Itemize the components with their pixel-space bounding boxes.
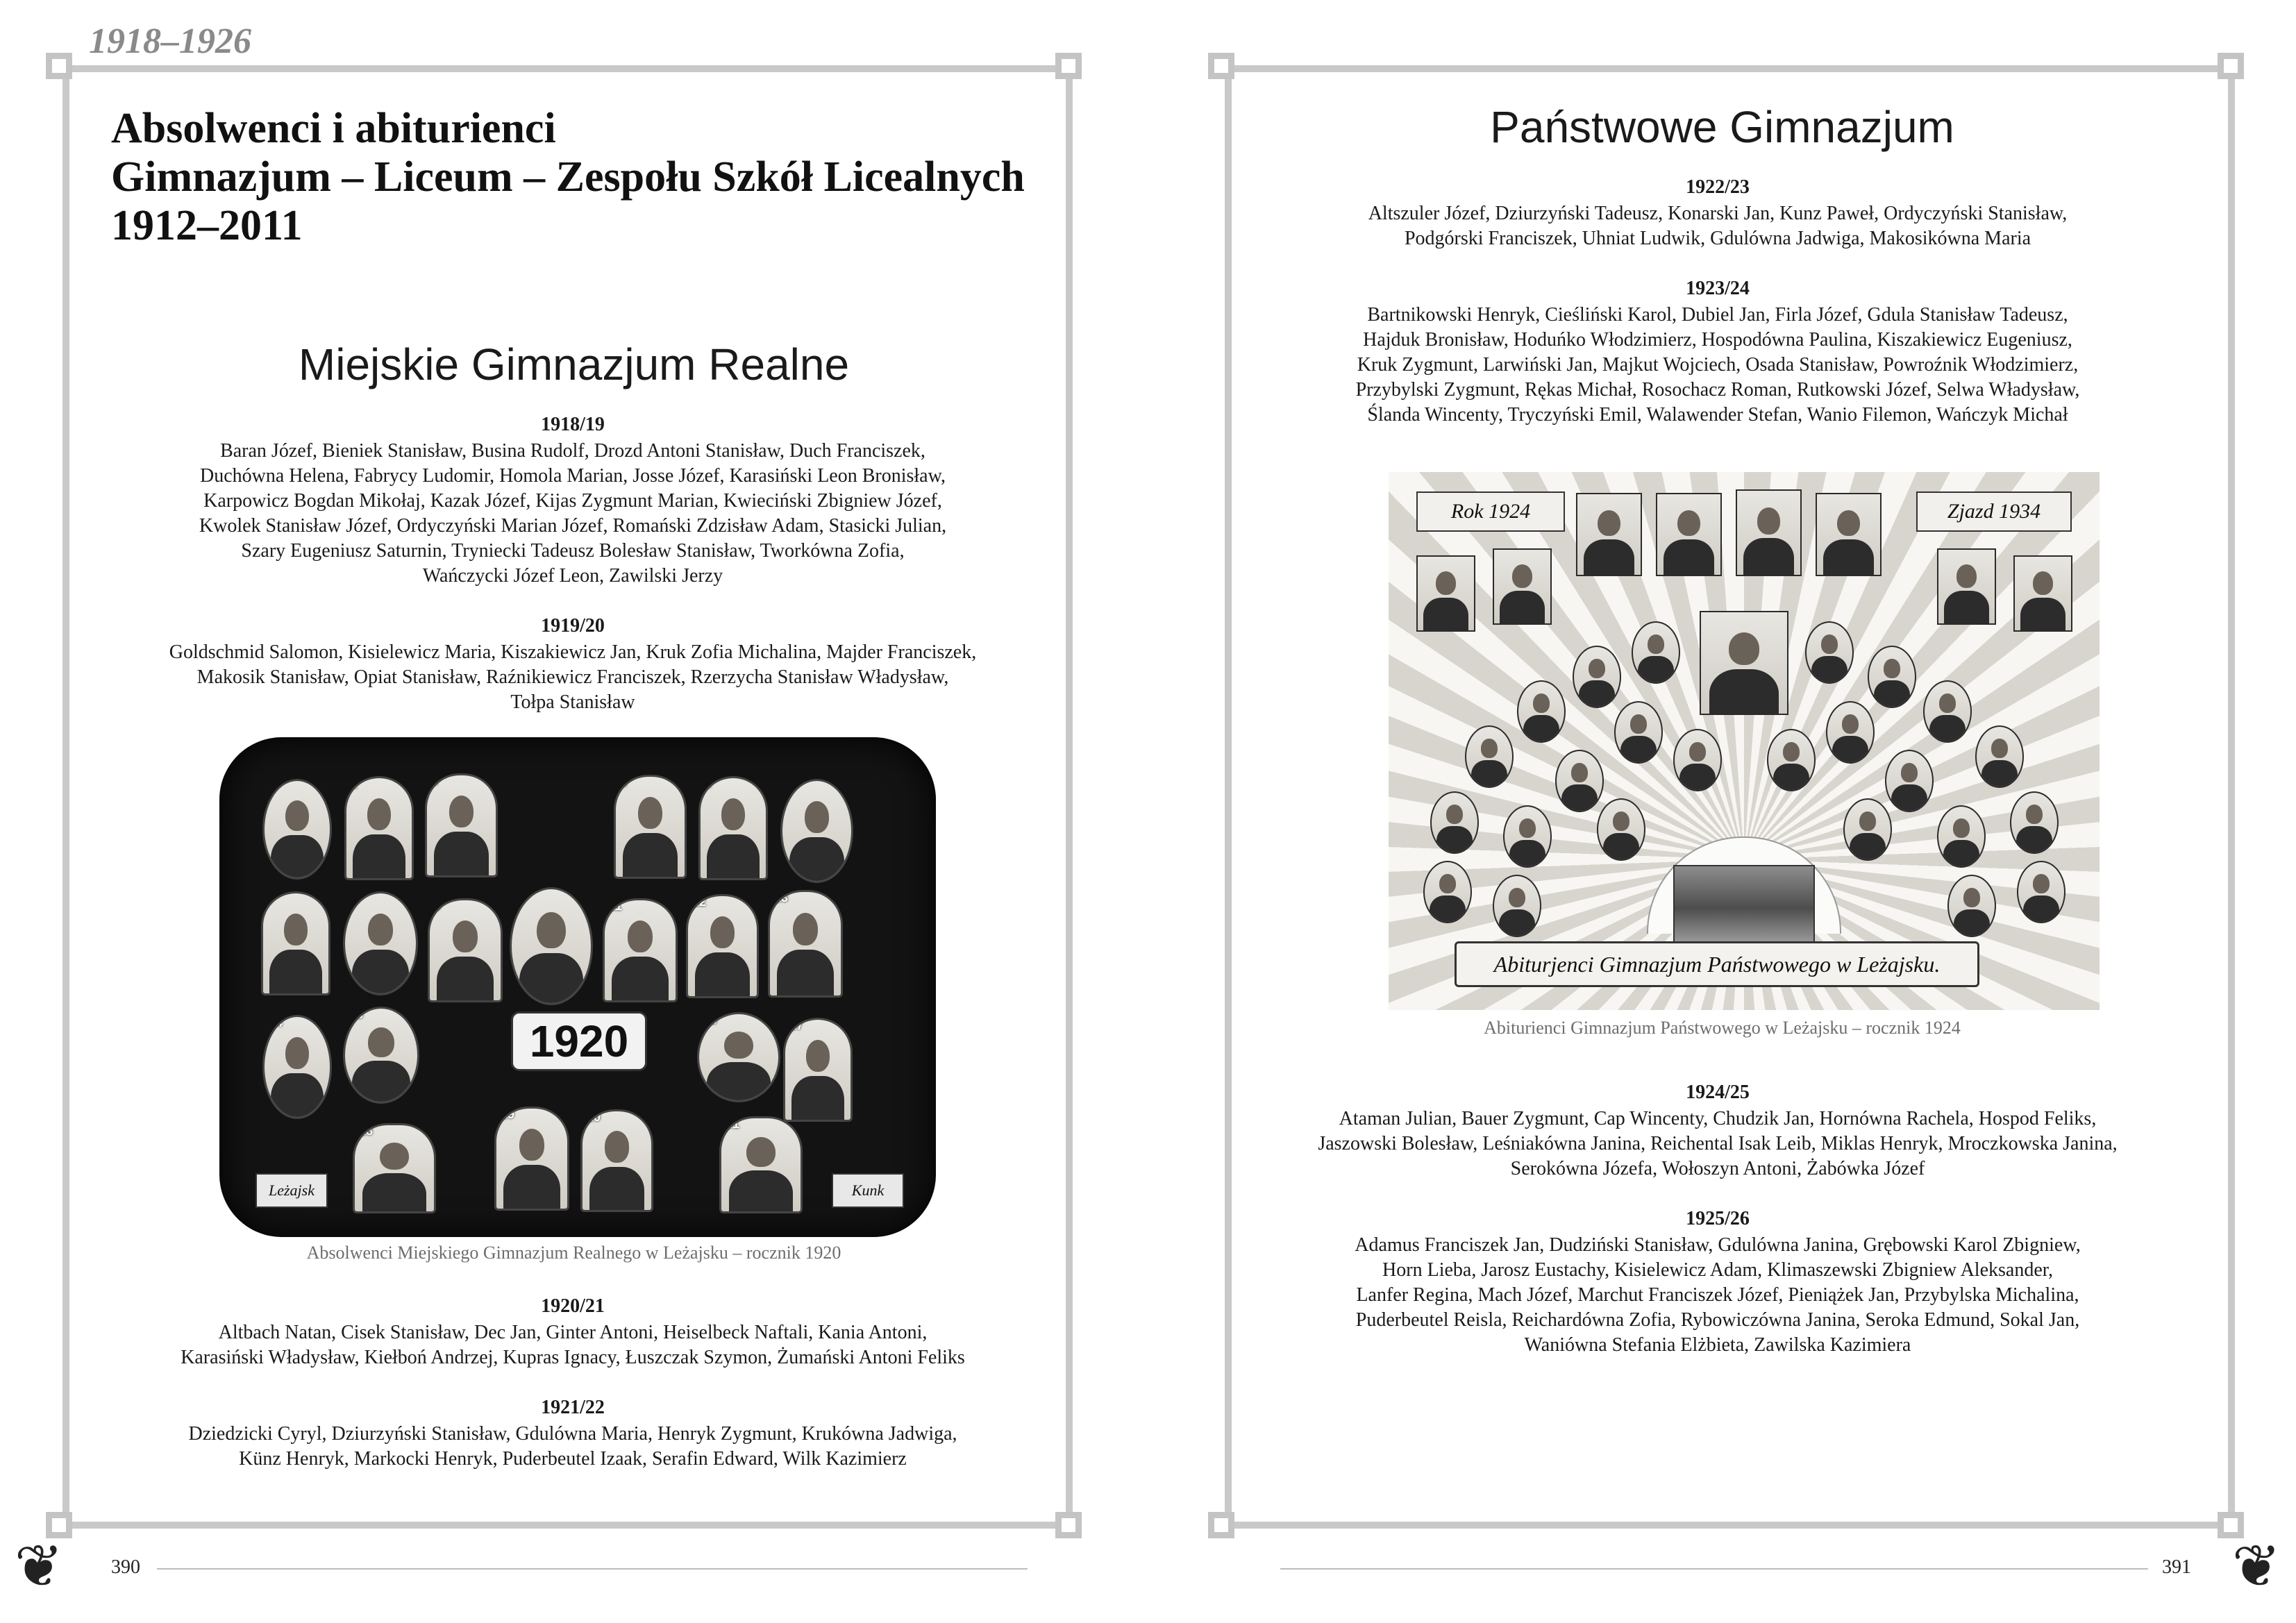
portrait-number: 14 xyxy=(269,1016,283,1029)
student-portrait xyxy=(1923,680,1972,743)
photo-label-reunion: Zjazd 1934 xyxy=(1916,491,2072,532)
student-portrait xyxy=(1430,791,1479,854)
title-line: 1912–2011 xyxy=(111,202,303,249)
student-portrait xyxy=(1885,750,1934,812)
year-block-1919-20 xyxy=(90,614,1055,715)
portrait xyxy=(603,898,678,1002)
portrait-number: 16 xyxy=(703,1013,718,1027)
portrait-number: 19 xyxy=(501,1107,515,1121)
student-portrait xyxy=(1843,798,1892,861)
portrait xyxy=(686,894,759,998)
class-photo-1924 xyxy=(1389,472,2100,1010)
portrait xyxy=(783,1018,853,1122)
frame-corner xyxy=(46,53,72,79)
names-line: Ślanda Wincenty, Tryczyński Emil, Walawender Stefan, Wanio Filemon, Wańczyk Michał xyxy=(1367,404,2068,426)
frame-bottom-line xyxy=(1233,1522,2222,1529)
names-line: Karasiński Władysław, Kiełboń Andrzej, Kupras Ignacy, Łuszczak Szymon, Żumański Antoni Feliks xyxy=(181,1347,965,1368)
names-line: Lanfer Regina, Mach Józef, Marchut Franciszek Józef, Pieniążek Jan, Przybylska Michalina, xyxy=(1356,1284,2079,1306)
year-block-1923-24 xyxy=(1246,276,2190,428)
student-portrait xyxy=(1826,701,1875,764)
page-title xyxy=(111,104,1025,250)
names-list xyxy=(90,1320,1055,1370)
frame-corner xyxy=(1055,1512,1082,1538)
teacher-portrait xyxy=(1816,493,1882,576)
portrait-number: 6 xyxy=(787,780,794,793)
year-heading: 1920/21 xyxy=(541,1295,605,1317)
year-block-1921-22 xyxy=(90,1395,1055,1472)
names-line: Dziedzicki Cyryl, Dziurzyński Stanisław, Gdulówna Maria, Henryk Zygmunt, Krukówna Jadwiga, xyxy=(188,1423,957,1445)
names-list xyxy=(1246,201,2190,251)
student-portrait xyxy=(1805,621,1854,684)
frame-corner xyxy=(2218,53,2244,79)
frame-top-line xyxy=(71,65,1062,72)
names-line: Altbach Natan, Cisek Stanisław, Dec Jan, Ginter Antoni, Heiselbeck Naftali, Kania Antoni, xyxy=(218,1322,928,1343)
portrait-number: 13 xyxy=(774,891,789,905)
frame-right-line xyxy=(2228,69,2235,1520)
class-photo-1920 xyxy=(219,737,936,1237)
teacher-portrait xyxy=(1937,548,1996,625)
names-line: Hajduk Bronisław, Hoduńko Włodzimierz, Hospodówna Paulina, Kiszakiewicz Eugeniusz, xyxy=(1363,329,2072,351)
names-line: Waniówna Stefania Elżbieta, Zawilska Kazimiera xyxy=(1524,1334,1911,1356)
portrait-number: 10 xyxy=(516,888,530,902)
portrait xyxy=(698,776,768,880)
student-portrait xyxy=(1555,750,1604,812)
portrait xyxy=(780,779,853,883)
footer-rule xyxy=(157,1568,1028,1570)
portrait xyxy=(494,1107,569,1211)
portrait-number: 20 xyxy=(587,1110,601,1124)
portrait-number: 17 xyxy=(789,1018,804,1032)
names-line: Karpowicz Bogdan Mikołaj, Kazak Józef, Kijas Zygmunt Marian, Kwieciński Zbigniew Józef, xyxy=(203,490,942,512)
names-line: Goldschmid Salomon, Kisielewicz Maria, Kiszakiewicz Jan, Kruk Zofia Michalina, Majder Franciszek, xyxy=(169,641,977,663)
portrait xyxy=(343,1007,419,1104)
heraldic-emblem-icon: ❦ xyxy=(14,1532,64,1600)
photo-banner: Abiturjenci Gimnazjum Państwowego w Leżajsku. xyxy=(1455,941,1979,987)
portrait xyxy=(262,1015,332,1119)
right-page xyxy=(1148,0,2296,1623)
portrait-number: 1 xyxy=(269,780,276,793)
year-heading: 1919/20 xyxy=(541,615,605,637)
student-portrait xyxy=(1573,646,1621,708)
portrait xyxy=(425,773,498,877)
portrait xyxy=(353,1123,436,1213)
year-block-1925-26 xyxy=(1246,1206,2190,1358)
names-line: Kruk Zygmunt, Larwiński Jan, Majkut Wojciech, Osada Stanisław, Powroźnik Włodzimierz, xyxy=(1357,354,2079,376)
school-building-photo xyxy=(1673,865,1815,944)
section-title: Państwowe Gimnazjum xyxy=(1490,102,1954,152)
student-portrait xyxy=(1423,861,1472,923)
portrait xyxy=(428,898,503,1002)
portrait xyxy=(719,1116,803,1213)
portrait xyxy=(262,779,332,880)
names-line: Makosik Stanisław, Opiat Stanisław, Raźnikiewicz Franciszek, Rzerzycha Stanisław Władysław, xyxy=(196,666,949,688)
frame-left-line xyxy=(1225,69,1232,1520)
portrait-number: 15 xyxy=(349,1007,364,1021)
year-heading: 1924/25 xyxy=(1686,1082,1750,1103)
frame-top-line xyxy=(1233,65,2222,72)
year-block-1924-25 xyxy=(1246,1080,2190,1181)
teacher-portrait xyxy=(1656,493,1722,576)
frame-corner xyxy=(1208,1512,1234,1538)
year-heading: 1922/23 xyxy=(1686,176,1750,198)
names-line: Puderbeutel Reisla, Reichardówna Zofia, Rybowiczówna Janina, Seroka Edmund, Sokal Jan, xyxy=(1355,1309,2080,1331)
portrait-number: 3 xyxy=(431,774,439,788)
portrait-number: 21 xyxy=(726,1117,740,1131)
names-list xyxy=(90,1422,1055,1472)
year-heading: 1925/26 xyxy=(1686,1208,1750,1229)
student-portrait xyxy=(2010,791,2059,854)
year-block-1918-19 xyxy=(90,412,1055,589)
portrait xyxy=(614,775,687,879)
portrait-number: 12 xyxy=(692,895,707,909)
names-line: Przybylski Zygmunt, Rękas Michał, Rosochacz Roman, Rutkowski Józef, Selwa Władysław, xyxy=(1355,379,2080,401)
portrait xyxy=(768,890,843,998)
year-heading: 1921/22 xyxy=(541,1397,605,1418)
names-line: Altszuler Józef, Dziurzyński Tadeusz, Konarski Jan, Kunz Paweł, Ordyczyński Stanisław, xyxy=(1368,203,2068,224)
names-line: Horn Lieba, Jarosz Eustachy, Kisielewicz Adam, Klimaszewski Zbigniew Aleksander, xyxy=(1382,1259,2053,1281)
student-portrait xyxy=(1503,805,1552,868)
frame-corner xyxy=(1055,53,1082,79)
names-list xyxy=(1246,1107,2190,1181)
student-portrait xyxy=(1493,875,1541,937)
names-line: Bartnikowski Henryk, Cieśliński Karol, Dubiel Jan, Firla Józef, Gdula Stanisław Tadeusz, xyxy=(1367,304,2068,326)
names-line: Serokówna Józefa, Wołoszyn Antoni, Żabówka Józef xyxy=(1510,1158,1925,1179)
photo-caption: Absolwenci Miejskiego Gimnazjum Realnego w Leżajsku – rocznik 1920 xyxy=(306,1243,841,1263)
year-block-1922-23 xyxy=(1246,175,2190,251)
student-portrait xyxy=(1517,680,1566,743)
names-list xyxy=(1246,303,2190,428)
portrait xyxy=(261,891,330,995)
names-line: Szary Eugeniusz Saturnin, Tryniecki Tadeusz Bolesław Stanisław, Tworkówna Zofia, xyxy=(241,540,905,562)
title-line: Absolwenci i abiturienci xyxy=(111,105,556,152)
page-number: 390 xyxy=(111,1556,140,1578)
teacher-portrait xyxy=(1736,489,1802,576)
photo-label-right: Kunk xyxy=(832,1173,904,1208)
frame-right-line xyxy=(1066,69,1073,1520)
names-list xyxy=(1246,1233,2190,1358)
teacher-portrait xyxy=(1493,548,1552,625)
frame-bottom-line xyxy=(71,1522,1062,1529)
names-line: Jaszowski Bolesław, Leśniakówna Janina, Reichental Isak Leib, Miklas Henryk, Mroczkowska Janina, xyxy=(1318,1133,2118,1154)
names-list xyxy=(90,439,1055,589)
title-line: Gimnazjum – Liceum – Zespołu Szkół Licealnych xyxy=(111,153,1025,201)
portrait-number: 11 xyxy=(609,899,623,913)
portrait xyxy=(344,776,414,880)
names-line: Wańczycki Józef Leon, Zawilski Jerzy xyxy=(422,565,723,587)
year-heading: 1918/19 xyxy=(541,414,605,435)
student-portrait xyxy=(1614,701,1663,764)
director-portrait xyxy=(1700,611,1788,715)
student-portrait xyxy=(1597,798,1645,861)
footer-rule xyxy=(1280,1568,2148,1570)
section-title: Miejskie Gimnazjum Realne xyxy=(298,339,850,389)
student-portrait xyxy=(2017,861,2065,923)
student-portrait xyxy=(1947,875,1996,937)
teacher-portrait xyxy=(2013,555,2072,632)
portrait xyxy=(697,1012,780,1102)
portrait xyxy=(580,1109,653,1212)
portrait-number: 8 xyxy=(349,892,357,906)
names-line: Kwolek Stanisław Józef, Ordyczyński Marian Józef, Romański Zdzisław Adam, Stasicki Julian, xyxy=(199,515,947,537)
portrait-number: 5 xyxy=(705,777,712,791)
student-portrait xyxy=(1673,729,1722,791)
photo-label-left: Leżajsk xyxy=(255,1173,328,1208)
portrait xyxy=(343,891,418,995)
year-block-1920-21 xyxy=(90,1294,1055,1370)
frame-corner xyxy=(1208,53,1234,79)
heraldic-emblem-icon: ❦ xyxy=(2231,1532,2281,1600)
page-number: 391 xyxy=(2162,1556,2191,1578)
names-line: Künz Henryk, Markocki Henryk, Puderbeutel Izaak, Serafin Edward, Wilk Kazimierz xyxy=(239,1448,907,1470)
names-line: Tołpa Stanisław xyxy=(510,691,635,713)
portrait xyxy=(510,887,593,1005)
portrait-number: 18 xyxy=(359,1124,374,1138)
student-portrait xyxy=(1767,729,1816,791)
names-line: Adamus Franciszek Jan, Dudziński Stanisław, Gdulówna Janina, Grębowski Karol Zbigniew, xyxy=(1355,1234,2081,1256)
student-portrait xyxy=(1868,646,1916,708)
student-portrait xyxy=(1975,725,2024,788)
photo-label-year: Rok 1924 xyxy=(1416,491,1565,532)
teacher-portrait xyxy=(1416,555,1475,632)
photo-caption: Abiturienci Gimnazjum Państwowego w Leżajsku – rocznik 1924 xyxy=(1484,1018,1961,1038)
names-line: Ataman Julian, Bauer Zygmunt, Cap Wincenty, Chudzik Jan, Hornówna Rachela, Hospod Feliks, xyxy=(1339,1108,2097,1129)
portrait-number: 7 xyxy=(267,892,275,906)
names-list xyxy=(90,640,1055,715)
portrait-number: 4 xyxy=(620,775,628,789)
year-heading: 1923/24 xyxy=(1686,278,1750,299)
names-line: Duchówna Helena, Fabrycy Ludomir, Homola Marian, Josse Józef, Karasiński Leon Bronisław, xyxy=(199,465,946,487)
student-portrait xyxy=(1465,725,1514,788)
portrait-number: 2 xyxy=(351,777,358,791)
names-line: Baran Józef, Bieniek Stanisław, Busina Rudolf, Drozd Antoni Stanisław, Duch Franciszek, xyxy=(220,440,925,462)
year-plaque: 1920 xyxy=(511,1011,647,1071)
teacher-portrait xyxy=(1576,493,1642,576)
student-portrait xyxy=(1632,621,1680,684)
student-portrait xyxy=(1937,805,1986,868)
period-tag: 1918–1926 xyxy=(89,22,251,61)
frame-left-line xyxy=(62,69,69,1520)
portrait-number: 9 xyxy=(434,899,442,913)
names-line: Podgórski Franciszek, Uhniat Ludwik, Gdulówna Jadwiga, Makosikówna Maria xyxy=(1404,228,2031,249)
